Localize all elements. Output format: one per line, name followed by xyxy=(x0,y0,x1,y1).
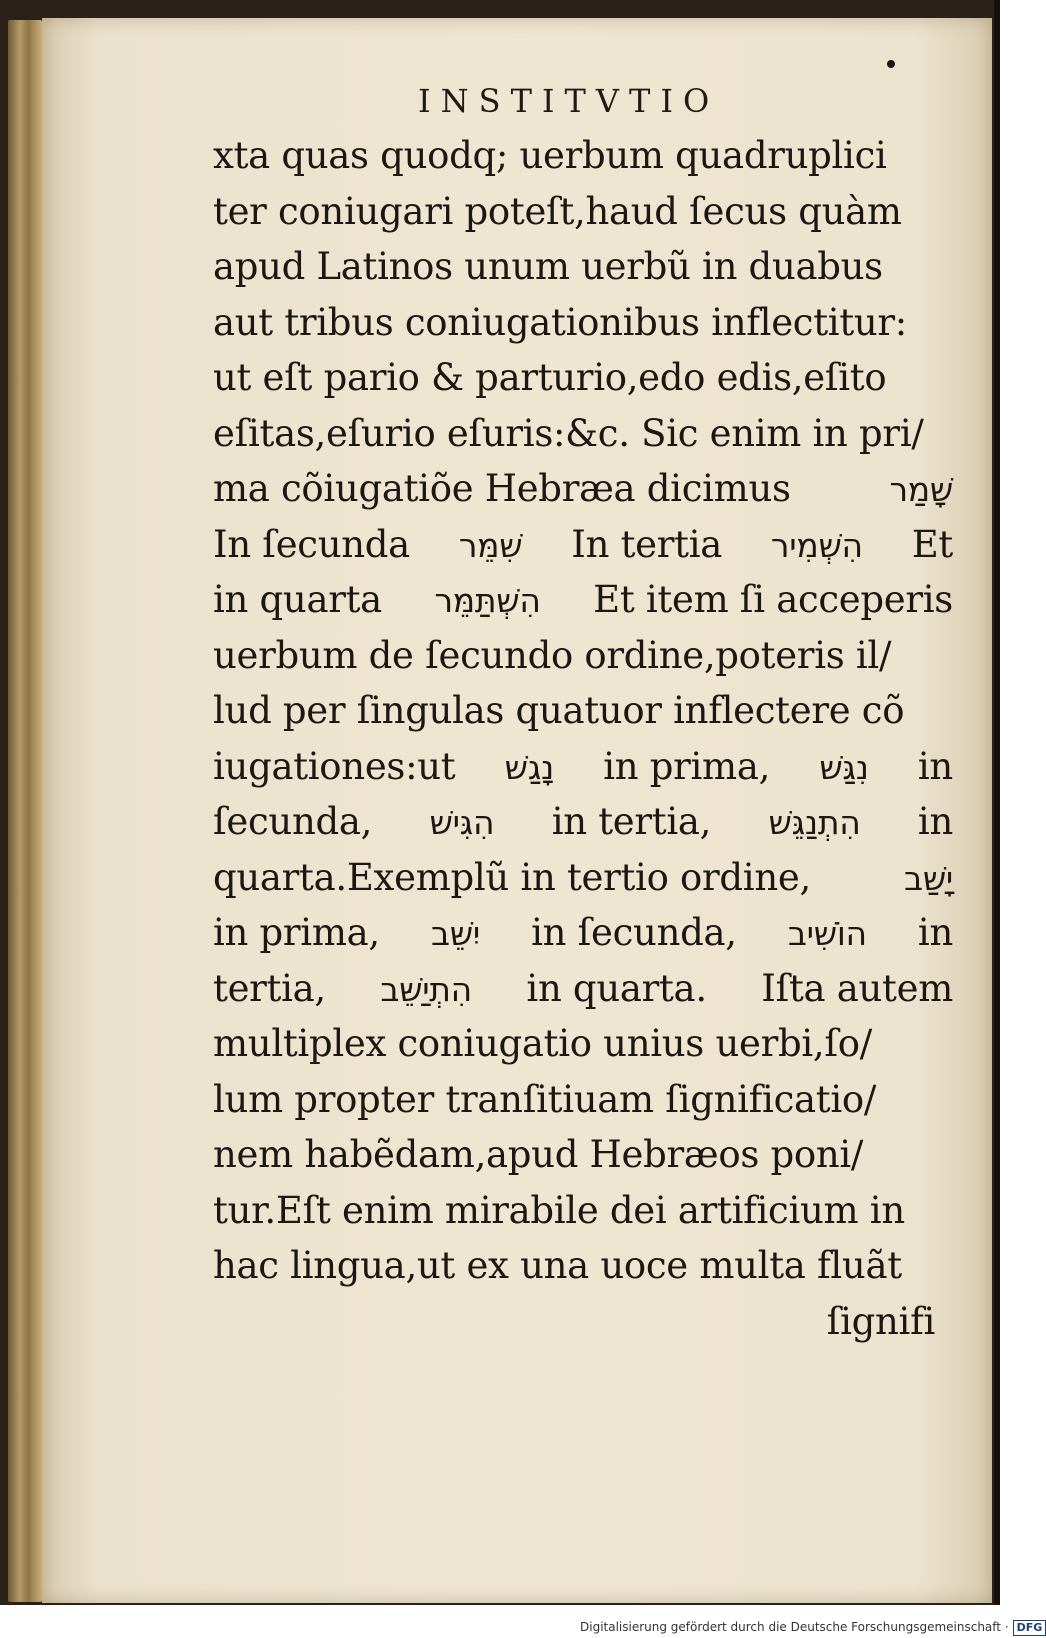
hebrew-word: שִׁמֵּר xyxy=(458,525,523,565)
text-line xyxy=(213,1294,953,1350)
latin-text: iugationes:ut xyxy=(213,744,456,788)
text-line xyxy=(213,572,953,628)
hebrew-word: נִגַּשׁ xyxy=(819,747,869,787)
text-line xyxy=(213,239,953,295)
hebrew-word: שָׁמַר xyxy=(889,470,953,509)
latin-text: in tertia, xyxy=(551,800,712,843)
text-line xyxy=(213,683,953,739)
hebrew-word: הִגִּישׁ xyxy=(429,803,495,842)
latin-text: ter coniugari poteſt,haud ſecus quàm xyxy=(213,189,902,233)
scan-border xyxy=(994,0,1000,1605)
latin-text: in xyxy=(917,800,953,843)
text-line xyxy=(213,739,953,795)
hebrew-word: הִשְׁתַּמֵּר xyxy=(434,581,541,620)
text-line xyxy=(213,517,953,573)
dfg-logo: DFG xyxy=(1013,1620,1046,1636)
latin-text: Iſta autem xyxy=(761,966,953,1010)
latin-text: in quarta xyxy=(213,578,382,621)
latin-text: xta quas quodq; uerbum quadruplici xyxy=(213,134,887,177)
text-line xyxy=(213,1238,953,1294)
text-line xyxy=(213,628,953,684)
text-line xyxy=(213,961,953,1017)
hebrew-word: יָשַׁב xyxy=(904,858,953,898)
text-line xyxy=(213,905,953,961)
digitization-credit xyxy=(580,1618,1046,1636)
latin-text: tur.Eſt enim mirabile dei artificium in xyxy=(213,1188,905,1232)
hebrew-word: יִשֵּׁב xyxy=(431,914,480,953)
text-line xyxy=(213,1127,953,1183)
latin-text: multiplex coniugatio unius uerbi,ſo/ xyxy=(213,1022,872,1065)
latin-text: in prima, xyxy=(603,744,771,788)
text-line xyxy=(213,128,953,184)
text-line xyxy=(213,1016,953,1072)
latin-text: ma cõiugatiõe Hebræa dicimus xyxy=(213,467,791,510)
latin-text: aut tribus coniugationibus inflectitur: xyxy=(213,300,907,344)
latin-text: Et item ſi acceperis xyxy=(593,578,953,621)
hebrew-word: הִתְנַגֵּשׁ xyxy=(768,803,861,842)
latin-text: Et xyxy=(911,522,953,566)
latin-text: quarta.Exemplũ in tertio ordine, xyxy=(213,855,811,899)
text-line xyxy=(213,461,953,517)
text-line xyxy=(213,406,953,462)
hebrew-word: הִשְׁמִיר xyxy=(770,525,863,565)
latin-text: hac lingua,ut ex una uoce multa fluãt xyxy=(213,1244,902,1287)
latin-text: ut eſt pario & parturio,edo edis,eſito xyxy=(213,356,887,399)
hebrew-word: הִתְיַשֵּׁב xyxy=(380,969,472,1009)
text-line xyxy=(213,850,953,906)
latin-text: tertia, xyxy=(213,966,326,1010)
text-line xyxy=(213,350,953,406)
latin-text: eſitas,eſurio eſuris:&c. Sic enim in pri/ xyxy=(213,411,924,455)
latin-text: in quarta. xyxy=(526,966,707,1010)
latin-text: nem habẽdam,apud Hebræos poni/ xyxy=(213,1133,864,1176)
text-line xyxy=(213,1072,953,1128)
latin-text: apud Latinos unum uerbũ in duabus xyxy=(213,245,883,288)
book-edge xyxy=(8,20,42,1602)
body-text xyxy=(213,128,953,1349)
text-line xyxy=(213,295,953,351)
hebrew-word: הוֹשִׁיב xyxy=(787,914,867,953)
credit-text: Digitalisierung gefördert durch die Deutsche Forschungsgemeinschaft · xyxy=(580,1620,1009,1634)
running-title: INSTITVTIO xyxy=(418,82,720,120)
latin-text: In ſecunda xyxy=(213,522,410,566)
text-line xyxy=(213,794,953,850)
latin-text: uerbum de ſecundo ordine,poteris il/ xyxy=(213,633,892,677)
latin-text: lud per ſingulas quatuor inflectere cõ xyxy=(213,689,905,732)
latin-text: in xyxy=(917,744,953,788)
latin-text: in xyxy=(917,911,953,954)
latin-text: in prima, xyxy=(213,911,380,954)
latin-text: In tertia xyxy=(571,522,723,566)
text-line xyxy=(213,184,953,240)
text-line xyxy=(213,1183,953,1239)
latin-text: ſecunda, xyxy=(213,800,373,843)
hebrew-word: נָגַשׁ xyxy=(504,747,554,787)
latin-text: in ſecunda, xyxy=(531,911,737,954)
latin-text: ſignifi xyxy=(826,1299,935,1343)
latin-text: lum propter tranſitiuam ſignificatio/ xyxy=(213,1077,876,1121)
printer-mark xyxy=(887,60,895,68)
